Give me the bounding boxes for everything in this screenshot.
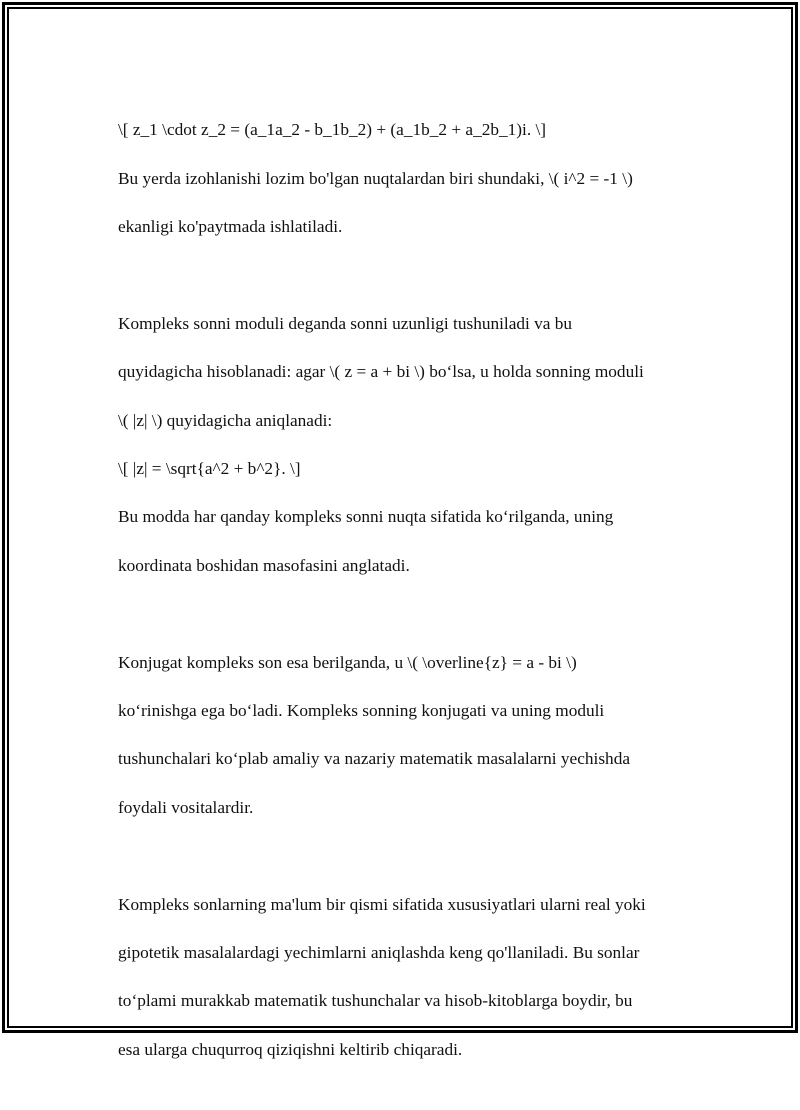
paragraph-modulus — [118, 288, 693, 603]
text-line: foydali vositalardir. — [118, 797, 254, 817]
text-line: \[ z_1 \cdot z_2 = (a_1a_2 - b_1b_2) + (a_1b_2 + a_2b_1)i. \] — [118, 120, 547, 140]
text-line: Kompleks sonlarning ma'lum bir qismi sifatida xususiyatlari ularni real yoki — [118, 894, 646, 914]
paragraph-conjugate — [118, 626, 693, 844]
paragraph-product-formula — [118, 94, 693, 263]
text-line: ekanligi ko'paytmada ishlatiladi. — [118, 217, 343, 237]
text-line: \( |z| \) quyidagicha aniqlanadi: — [118, 410, 333, 430]
text-line: Bu modda har qanday kompleks sonni nuqta sifatida ko‘rilganda, uning — [118, 507, 614, 527]
text-line: tushunchalari ko‘plab amaliy va nazariy matematik masalalarni yechishda — [118, 749, 630, 769]
text-line: koordinata boshidan masofasini anglatadi. — [118, 555, 410, 575]
text-line: quyidagicha hisoblanadi: agar \( z = a + bi \) bo‘lsa, u holda sonning moduli — [118, 362, 644, 382]
text-line: to‘plami murakkab matematik tushunchalar va hisob-kitoblarga boydir, bu — [118, 991, 633, 1011]
text-line: \[ |z| = \sqrt{a^2 + b^2}. \] — [118, 459, 301, 479]
paragraph-applications — [118, 868, 693, 1086]
document-body — [118, 94, 693, 1110]
text-line: Konjugat kompleks son esa berilganda, u \( \overline{z} = a - bi \) — [118, 652, 577, 672]
text-line: esa ularga chuqurroq qiziqishni keltirib chiqaradi. — [118, 1039, 463, 1059]
text-line: ko‘rinishga ega bo‘ladi. Kompleks sonning konjugati va uning moduli — [118, 701, 605, 721]
text-line: gipotetik masalalardagi yechimlarni aniqlashda keng qo'llaniladi. Bu sonlar — [118, 943, 640, 963]
text-line: Kompleks sonni moduli deganda sonni uzunligi tushuniladi va bu — [118, 313, 573, 333]
text-line: Bu yerda izohlanishi lozim bo'lgan nuqtalardan biri shundaki, \( i^2 = -1 \) — [118, 168, 633, 188]
